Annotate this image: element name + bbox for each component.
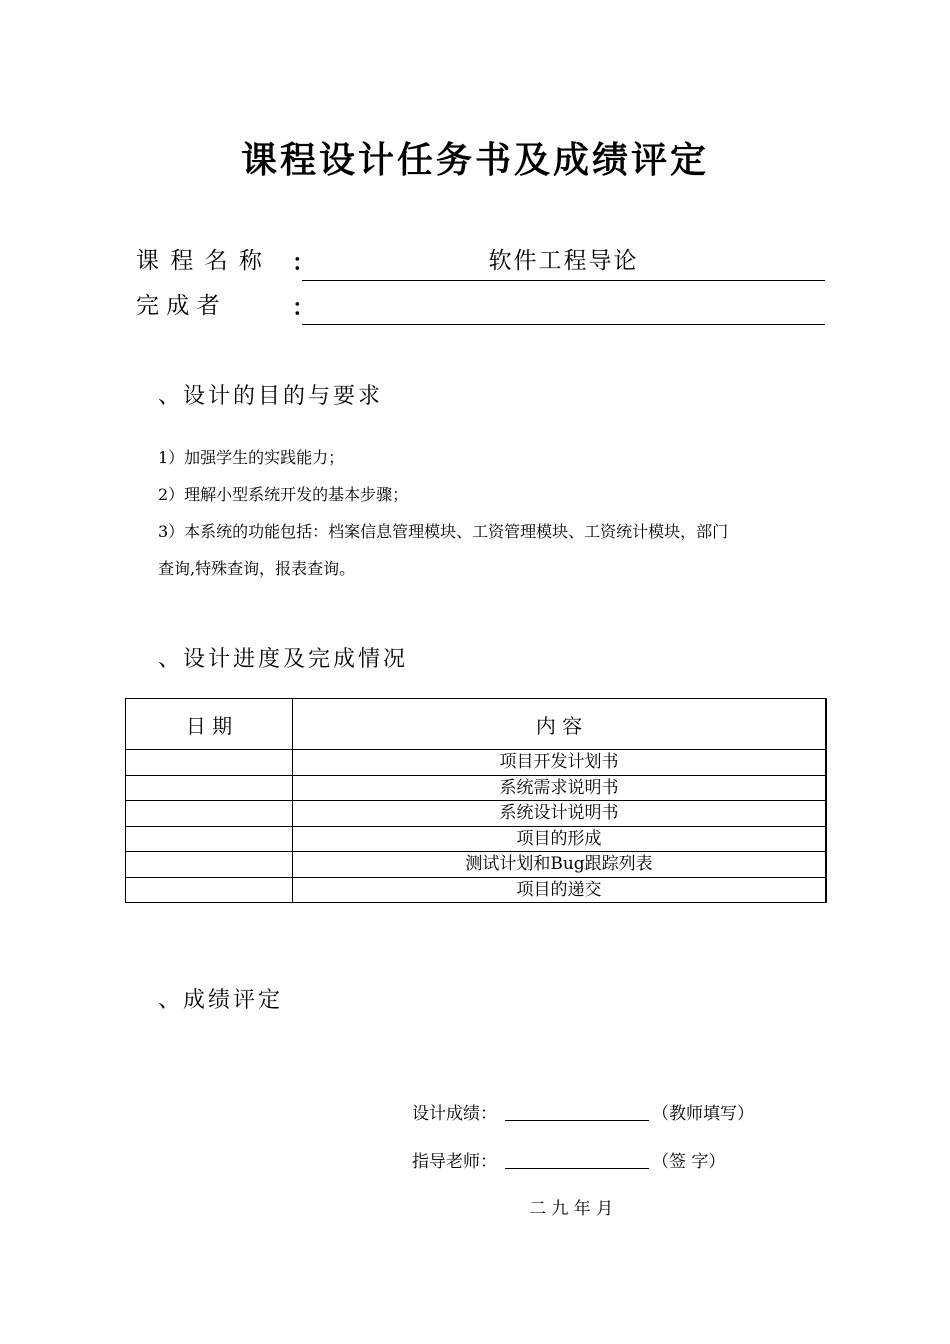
advisor-signature-line[interactable] [505, 1168, 649, 1169]
section-grade-heading: 、成绩评定 [158, 988, 284, 1013]
course-name-label: 课 程 名 称 [136, 248, 264, 274]
requirement-item-3: 3）本系统的功能包括：档案信息管理模块、工资管理模块、工资统计模块，部门 [158, 522, 729, 541]
requirement-item-1: 1）加强学生的实践能力； [158, 448, 345, 467]
table-row [126, 801, 827, 827]
date-cell[interactable] [126, 801, 293, 827]
content-cell: 项目开发计划书 [293, 750, 827, 776]
author-label: 完 成 者 [136, 293, 220, 319]
content-cell: 系统设计说明书 [293, 801, 827, 827]
header-date: 日 期 [126, 699, 293, 750]
progress-table [125, 698, 827, 903]
content-cell: 系统需求说明书 [293, 775, 827, 801]
table-row [126, 750, 827, 776]
date-cell[interactable] [126, 750, 293, 776]
date-cell[interactable] [126, 826, 293, 852]
author-underline[interactable] [302, 324, 825, 325]
document-title: 课程设计任务书及成绩评定 [240, 139, 709, 181]
course-name-value: 软件工程导论 [488, 248, 639, 274]
grade-label: 设计成绩： [412, 1104, 497, 1124]
requirement-item-3-continued: 查询,特殊查询，报表查询。 [158, 559, 356, 578]
signature-date: 二 九 年 月 [529, 1199, 614, 1219]
grade-note: （教师填写） [652, 1104, 754, 1124]
date-cell[interactable] [126, 852, 293, 878]
content-cell: 项目的递交 [293, 877, 827, 903]
author-colon: ： [292, 294, 315, 321]
header-content: 内 容 [293, 699, 827, 750]
table-row [126, 826, 827, 852]
table-row [126, 775, 827, 801]
table-row [126, 877, 827, 903]
table-row [126, 852, 827, 878]
content-cell: 测试计划和Bug跟踪列表 [293, 852, 827, 878]
advisor-note: （签 字） [652, 1152, 726, 1172]
date-cell[interactable] [126, 775, 293, 801]
content-cell: 项目的形成 [293, 826, 827, 852]
table-header-row [126, 699, 827, 750]
course-name-underline [302, 280, 825, 281]
course-name-colon: ： [292, 249, 315, 276]
advisor-label: 指导老师： [412, 1152, 497, 1172]
date-cell[interactable] [126, 877, 293, 903]
section-purpose-heading: 、设计的目的与要求 [158, 384, 384, 409]
requirement-item-2: 2）理解小型系统开发的基本步骤； [158, 485, 409, 504]
section-progress-heading: 、设计进度及完成情况 [158, 647, 409, 672]
grade-input-line[interactable] [505, 1120, 649, 1121]
